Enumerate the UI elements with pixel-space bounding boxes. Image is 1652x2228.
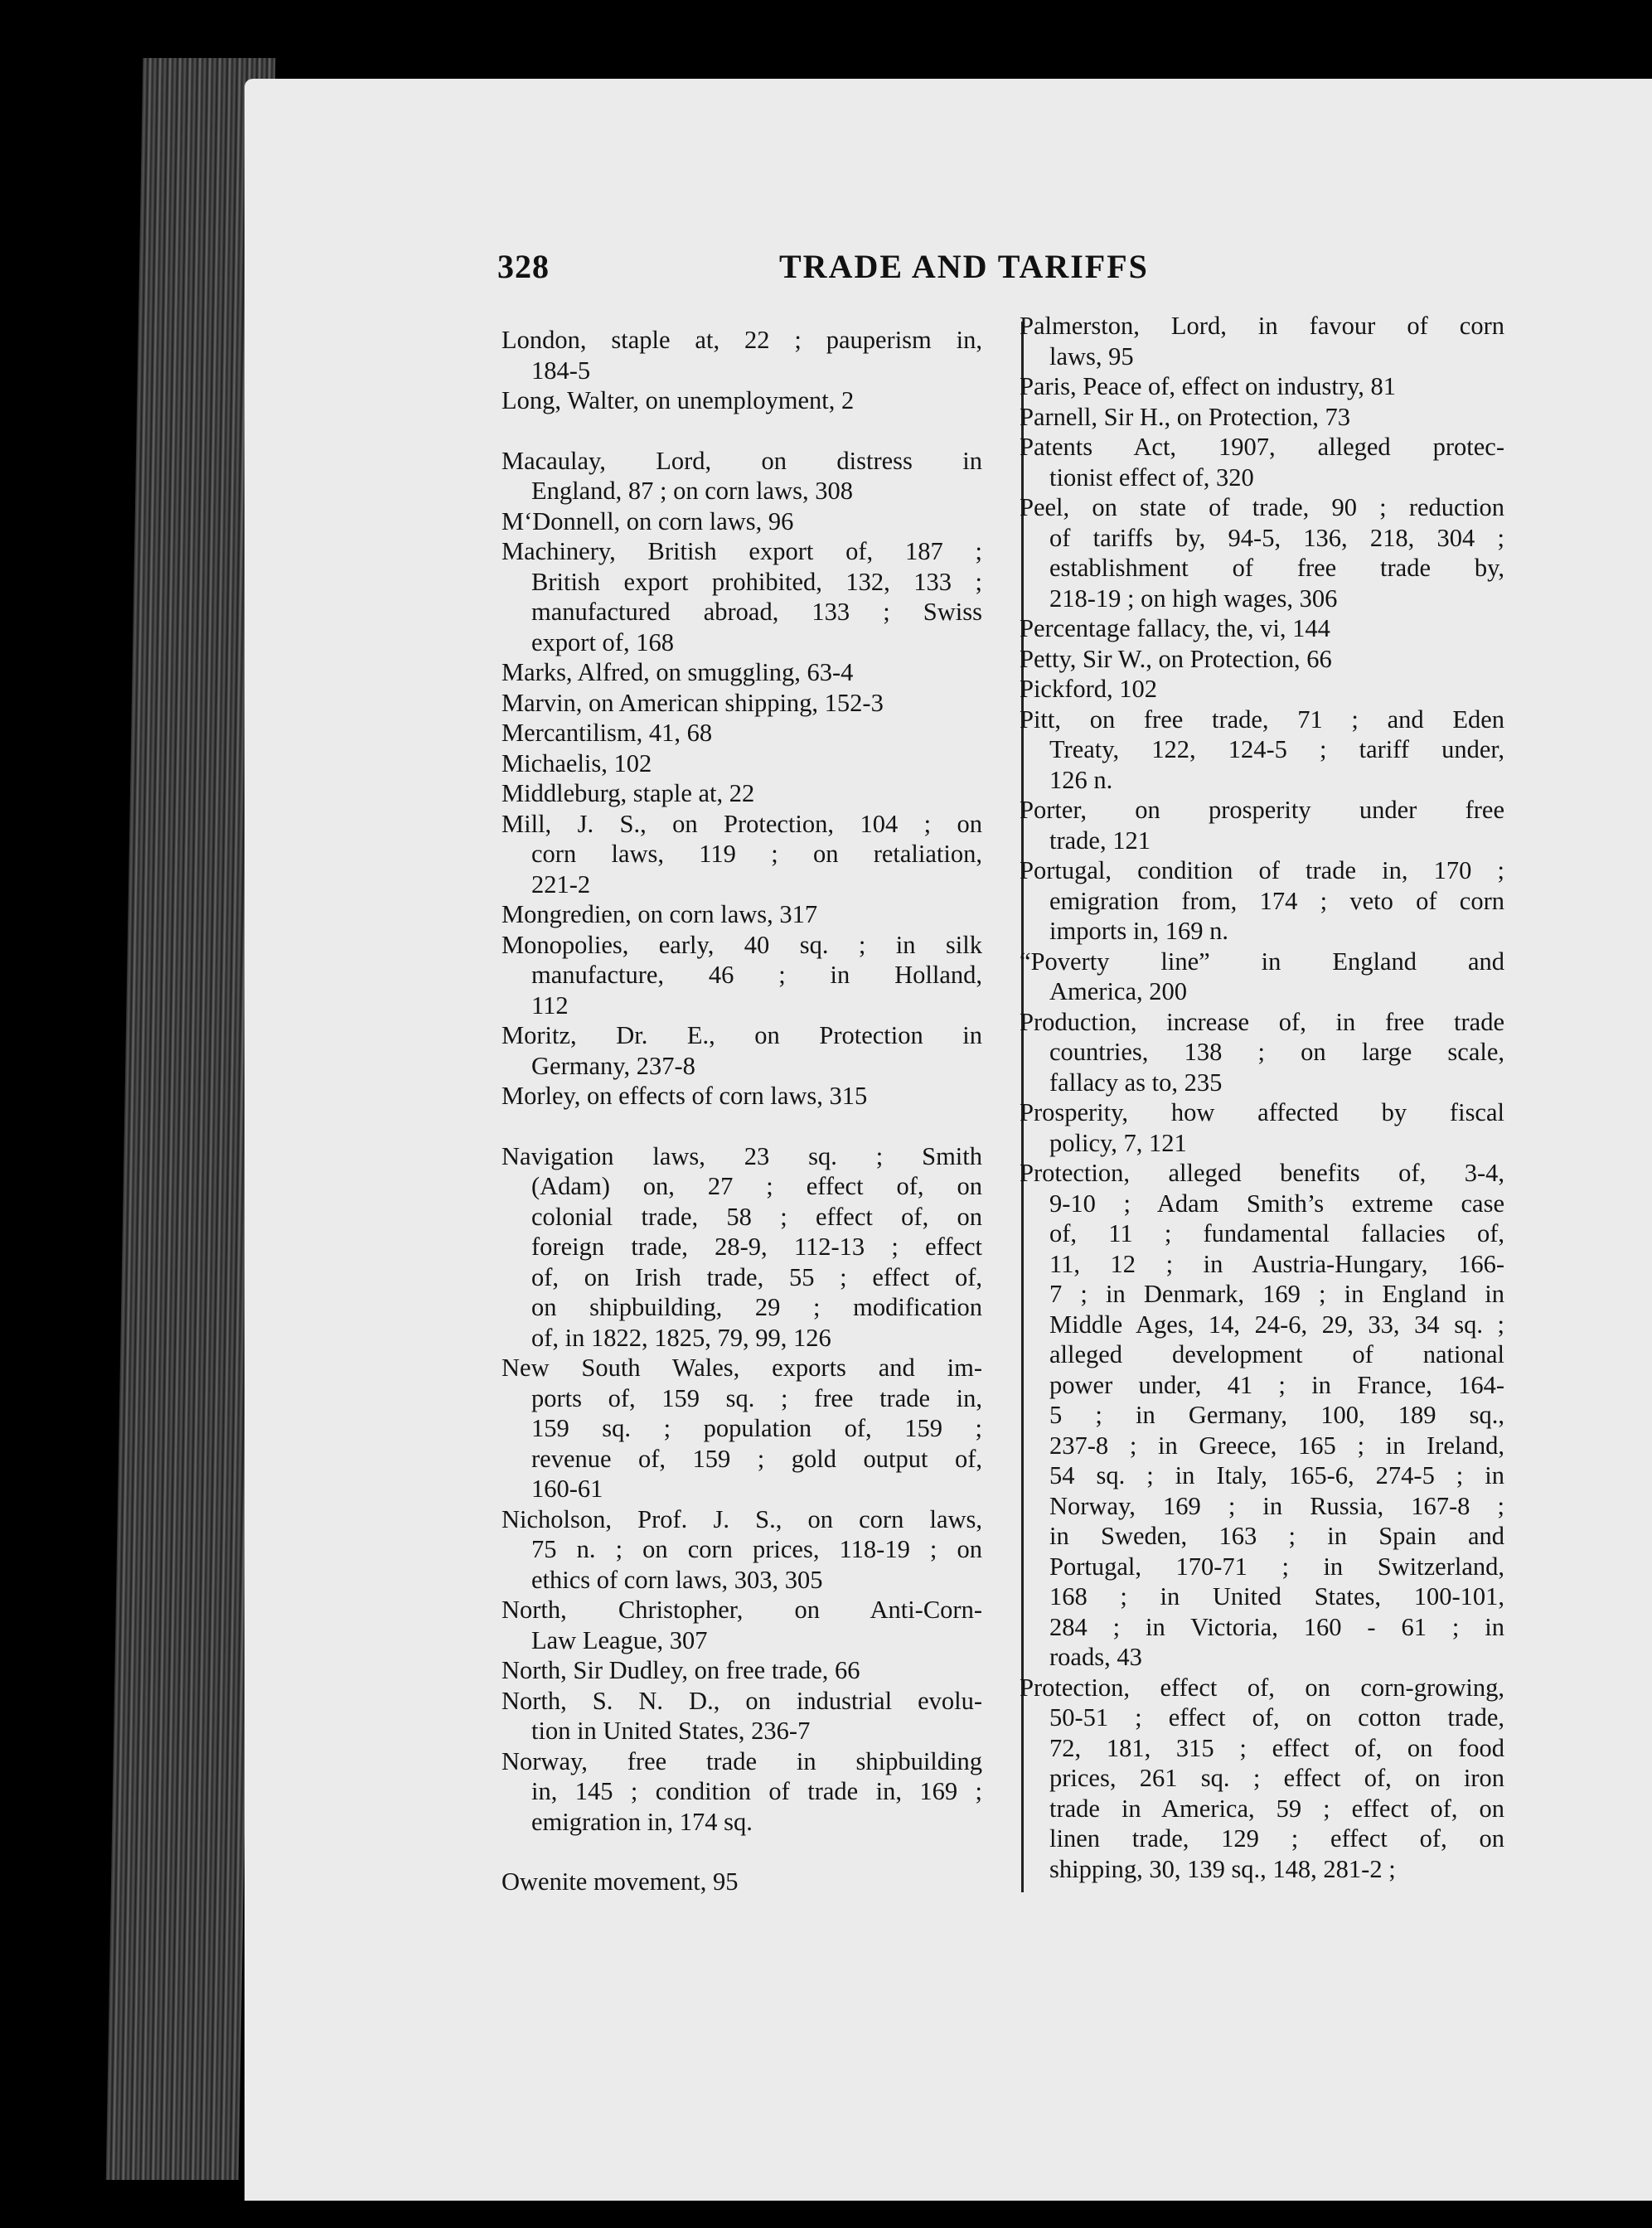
letter-group-gap — [501, 1112, 982, 1141]
index-entry-heading-line: Paris, Peace of, effect on industry, 81 — [1020, 372, 1396, 400]
index-entry — [501, 718, 982, 748]
index-entry-heading-line: Porter, on prosperity under free — [1020, 796, 1504, 824]
index-entry-heading-line: Prosperity, how affected by fiscal — [1020, 1098, 1504, 1126]
index-entry-heading-line: Production, increase of, in free trade — [1020, 1007, 1504, 1036]
index-entry-continuation-line: export of, 168 — [531, 627, 674, 656]
index-entry-continuation-line: fallacy as to, 235 — [1049, 1068, 1223, 1097]
index-column-left — [501, 325, 982, 1897]
index-entry-continuation-line: countries, 138 ; on large scale, — [1049, 1038, 1504, 1066]
index-entry-heading-line: Protection, effect of, on corn-growing, — [1020, 1673, 1504, 1702]
index-entry-continuation-line: 126 n. — [1049, 765, 1113, 794]
index-column-right — [1020, 311, 1504, 1884]
index-entry-continuation-line: England, 87 ; on corn laws, 308 — [531, 477, 853, 505]
index-entry-heading-line: Mongredien, on corn laws, 317 — [501, 900, 818, 928]
index-entry-continuation-line: 7 ; in Denmark, 169 ; in England in — [1049, 1280, 1504, 1308]
index-entry-continuation-line: 160-61 — [531, 1475, 603, 1503]
index-entry-continuation-line: Portugal, 170-71 ; in Switzerland, — [1049, 1552, 1504, 1581]
index-entry-continuation-line: 11, 12 ; in Austria-Hungary, 166- — [1049, 1249, 1504, 1278]
index-entry-heading-line: North, S. N. D., on industrial evolu- — [501, 1686, 982, 1715]
index-entry-continuation-line: in Sweden, 163 ; in Spain and — [1049, 1522, 1504, 1550]
index-entry-continuation-line: trade, 121 — [1049, 826, 1151, 855]
index-entry-heading-line: Michaelis, 102 — [501, 748, 652, 777]
index-entry — [501, 1655, 982, 1686]
index-entry-continuation-line: imports in, 169 n. — [1049, 917, 1229, 945]
index-entry — [501, 1353, 982, 1504]
index-entry-continuation-line: laws, 95 — [1049, 341, 1134, 371]
index-entry — [501, 899, 982, 930]
index-entry-heading-line: M‘Donnell, on corn laws, 96 — [501, 506, 794, 535]
index-entry-continuation-line: establishment of free trade by, — [1049, 554, 1504, 582]
index-entry — [1020, 674, 1504, 705]
page-header — [497, 247, 1426, 297]
index-entry-continuation-line: prices, 261 sq. ; effect of, on iron — [1049, 1764, 1504, 1792]
index-entry — [501, 1595, 982, 1655]
index-entry-continuation-line: trade in America, 59 ; effect of, on — [1049, 1794, 1504, 1823]
index-entry — [501, 1686, 982, 1746]
index-entry-continuation-line: 237-8 ; in Greece, 165 ; in Ireland, — [1049, 1431, 1504, 1460]
index-entry — [501, 385, 982, 416]
index-entry-continuation-line: of, 11 ; fundamental fallacies of, — [1049, 1219, 1504, 1247]
index-entry — [1020, 371, 1504, 402]
index-entry-heading-line: Long, Walter, on unemployment, 2 — [501, 386, 855, 414]
index-entry-heading-line: Norway, free trade in shipbuilding — [501, 1746, 982, 1775]
index-entry — [501, 1504, 982, 1596]
index-entry-heading-line: Navigation laws, 23 sq. ; Smith — [501, 1141, 982, 1170]
index-entry-continuation-line: 72, 181, 315 ; effect of, on food — [1049, 1733, 1504, 1762]
index-entry — [501, 688, 982, 719]
index-entry — [501, 930, 982, 1021]
index-entry-heading-line: New South Wales, exports and im- — [501, 1354, 982, 1382]
index-entry-continuation-line: 218-19 ; on high wages, 306 — [1049, 584, 1338, 613]
index-entry-continuation-line: emigration from, 174 ; veto of corn — [1049, 886, 1504, 915]
index-entry — [501, 325, 982, 385]
index-entry-continuation-line: of, in 1822, 1825, 79, 99, 126 — [531, 1323, 831, 1352]
index-entry-continuation-line: (Adam) on, 27 ; effect of, on — [531, 1172, 982, 1200]
index-entry — [501, 1081, 982, 1112]
index-entry-continuation-line: colonial trade, 58 ; effect of, on — [531, 1202, 982, 1231]
index-entry-continuation-line: emigration in, 174 sq. — [531, 1807, 753, 1836]
letter-group-gap — [501, 416, 982, 446]
index-entry-continuation-line: 184-5 — [531, 356, 591, 385]
index-entry-heading-line: London, staple at, 22 ; pauperism in, — [501, 326, 982, 354]
index-entry-continuation-line: in, 145 ; condition of trade in, 169 ; — [531, 1777, 982, 1805]
index-entry — [1020, 1097, 1504, 1158]
index-entry-continuation-line: revenue of, 159 ; gold output of, — [531, 1444, 982, 1473]
index-entry-continuation-line: on shipbuilding, 29 ; modification — [531, 1293, 982, 1321]
index-entry-heading-line: North, Christopher, on Anti-Corn- — [501, 1596, 982, 1624]
index-entry-heading-line: Middleburg, staple at, 22 — [501, 779, 755, 807]
index-entry-continuation-line: 75 n. ; on corn prices, 118-19 ; on — [531, 1535, 982, 1563]
index-entry-continuation-line: ethics of corn laws, 303, 305 — [531, 1565, 823, 1594]
index-entry-continuation-line: 9-10 ; Adam Smith’s extreme case — [1049, 1189, 1504, 1218]
index-entry — [1020, 1673, 1504, 1885]
index-entry-continuation-line: Norway, 169 ; in Russia, 167-8 ; — [1049, 1491, 1504, 1520]
index-entry-heading-line: Machinery, British export of, 187 ; — [501, 537, 982, 565]
index-entry-continuation-line: British export prohibited, 132, 133 ; — [531, 567, 982, 596]
index-entry-continuation-line: Law League, 307 — [531, 1625, 708, 1654]
index-entry — [1020, 795, 1504, 855]
index-entry — [501, 1746, 982, 1838]
index-entry — [501, 1867, 982, 1897]
index-entry-heading-line: Macaulay, Lord, on distress in — [501, 446, 982, 475]
index-entry-continuation-line: Germany, 237-8 — [531, 1051, 695, 1080]
index-entry-heading-line: Nicholson, Prof. J. S., on corn laws, — [501, 1504, 982, 1533]
index-entry — [1020, 1158, 1504, 1673]
index-entry-heading-line: Owenite movement, 95 — [501, 1867, 739, 1896]
index-entry-continuation-line: ports of, 159 sq. ; free trade in, — [531, 1383, 982, 1412]
letter-group-gap — [501, 1837, 982, 1867]
index-entry-continuation-line: shipping, 30, 139 sq., 148, 281-2 ; — [1049, 1854, 1396, 1883]
index-entry-continuation-line: linen trade, 129 ; effect of, on — [1049, 1824, 1504, 1853]
index-entry-continuation-line: tionist effect of, 320 — [1049, 463, 1254, 492]
index-entry-heading-line: North, Sir Dudley, on free trade, 66 — [501, 1656, 860, 1684]
index-entry-heading-line: Percentage fallacy, the, vi, 144 — [1020, 614, 1330, 642]
index-entry-heading-line: Pickford, 102 — [1020, 675, 1158, 703]
index-entry — [1020, 855, 1504, 947]
index-entry-heading-line: Marvin, on American shipping, 152-3 — [501, 688, 884, 717]
index-entry — [501, 657, 982, 688]
index-entry — [501, 778, 982, 809]
index-entry-heading-line: Parnell, Sir H., on Protection, 73 — [1020, 402, 1351, 431]
index-entry — [1020, 492, 1504, 613]
index-entry-continuation-line: tion in United States, 236-7 — [531, 1717, 811, 1745]
index-entry-continuation-line: alleged development of national — [1049, 1340, 1504, 1368]
index-entry — [501, 748, 982, 779]
page-number: 328 — [497, 248, 550, 285]
index-entry-heading-line: Patents Act, 1907, alleged protec- — [1020, 433, 1504, 461]
index-entry-continuation-line: Middle Ages, 14, 24-6, 29, 33, 34 sq. ; — [1049, 1310, 1504, 1339]
index-entry-continuation-line: 221-2 — [531, 869, 591, 898]
index-entry-heading-line: Protection, alleged benefits of, 3-4, — [1020, 1159, 1504, 1187]
index-entry — [1020, 1007, 1504, 1098]
index-entry-continuation-line: of, on Irish trade, 55 ; effect of, — [531, 1262, 982, 1291]
index-entry-heading-line: Monopolies, early, 40 sq. ; in silk — [501, 930, 982, 959]
index-entry — [501, 536, 982, 657]
index-entry-continuation-line: 5 ; in Germany, 100, 189 sq., — [1049, 1401, 1504, 1429]
index-entry-continuation-line: policy, 7, 121 — [1049, 1128, 1187, 1157]
index-entry-heading-line: Mercantilism, 41, 68 — [501, 719, 713, 747]
index-entry-continuation-line: 284 ; in Victoria, 160 - 61 ; in — [1049, 1612, 1504, 1641]
index-entry-continuation-line: America, 200 — [1049, 977, 1187, 1005]
index-entry-continuation-line: manufactured abroad, 133 ; Swiss — [531, 598, 982, 626]
index-entry-heading-line: Palmerston, Lord, in favour of corn — [1020, 312, 1504, 340]
index-entry-continuation-line: 54 sq. ; in Italy, 165-6, 274-5 ; in — [1049, 1461, 1504, 1489]
index-entry — [1020, 432, 1504, 492]
index-entry-continuation-line: roads, 43 — [1049, 1643, 1142, 1671]
index-entry-continuation-line: Treaty, 122, 124-5 ; tariff under, — [1049, 735, 1504, 763]
index-entry-heading-line: Marks, Alfred, on smuggling, 63-4 — [501, 658, 854, 686]
index-entry-continuation-line: foreign trade, 28-9, 112-13 ; effect — [531, 1233, 982, 1261]
index-entry-heading-line: Peel, on state of trade, 90 ; reduction — [1020, 493, 1504, 521]
index-entry-heading-line: Pitt, on free trade, 71 ; and Eden — [1020, 705, 1504, 734]
index-entry-continuation-line: manufacture, 46 ; in Holland, — [531, 961, 982, 989]
index-entry — [1020, 311, 1504, 371]
running-title: TRADE AND TARIFFS — [779, 248, 1149, 285]
index-entry — [501, 446, 982, 506]
index-entry-heading-line: “Poverty line” in England and — [1020, 947, 1504, 976]
index-entry-heading-line: Morley, on effects of corn laws, 315 — [501, 1082, 868, 1110]
index-entry — [501, 809, 982, 900]
index-entry — [1020, 613, 1504, 644]
index-entry — [1020, 705, 1504, 796]
index-entry-heading-line: Portugal, condition of trade in, 170 ; — [1020, 856, 1504, 884]
index-entry-continuation-line: power under, 41 ; in France, 164- — [1049, 1370, 1504, 1399]
index-entry-continuation-line: 112 — [531, 990, 569, 1020]
index-entry-continuation-line: 168 ; in United States, 100-101, — [1049, 1582, 1504, 1610]
index-entry-continuation-line: 50-51 ; effect of, on cotton trade, — [1049, 1703, 1504, 1732]
index-entry — [501, 1020, 982, 1081]
index-entry — [501, 506, 982, 537]
index-entry-heading-line: Mill, J. S., on Protection, 104 ; on — [501, 809, 982, 838]
index-entry-continuation-line: 159 sq. ; population of, 159 ; — [531, 1414, 982, 1442]
index-entry-heading-line: Petty, Sir W., on Protection, 66 — [1020, 644, 1332, 673]
index-entry — [501, 1141, 982, 1354]
index-entry-continuation-line: corn laws, 119 ; on retaliation, — [531, 840, 982, 868]
index-entry-heading-line: Moritz, Dr. E., on Protection in — [501, 1021, 982, 1049]
index-entry — [1020, 947, 1504, 1007]
index-entry-continuation-line: of tariffs by, 94-5, 136, 218, 304 ; — [1049, 523, 1504, 552]
index-entry — [1020, 644, 1504, 675]
index-entry — [1020, 402, 1504, 433]
